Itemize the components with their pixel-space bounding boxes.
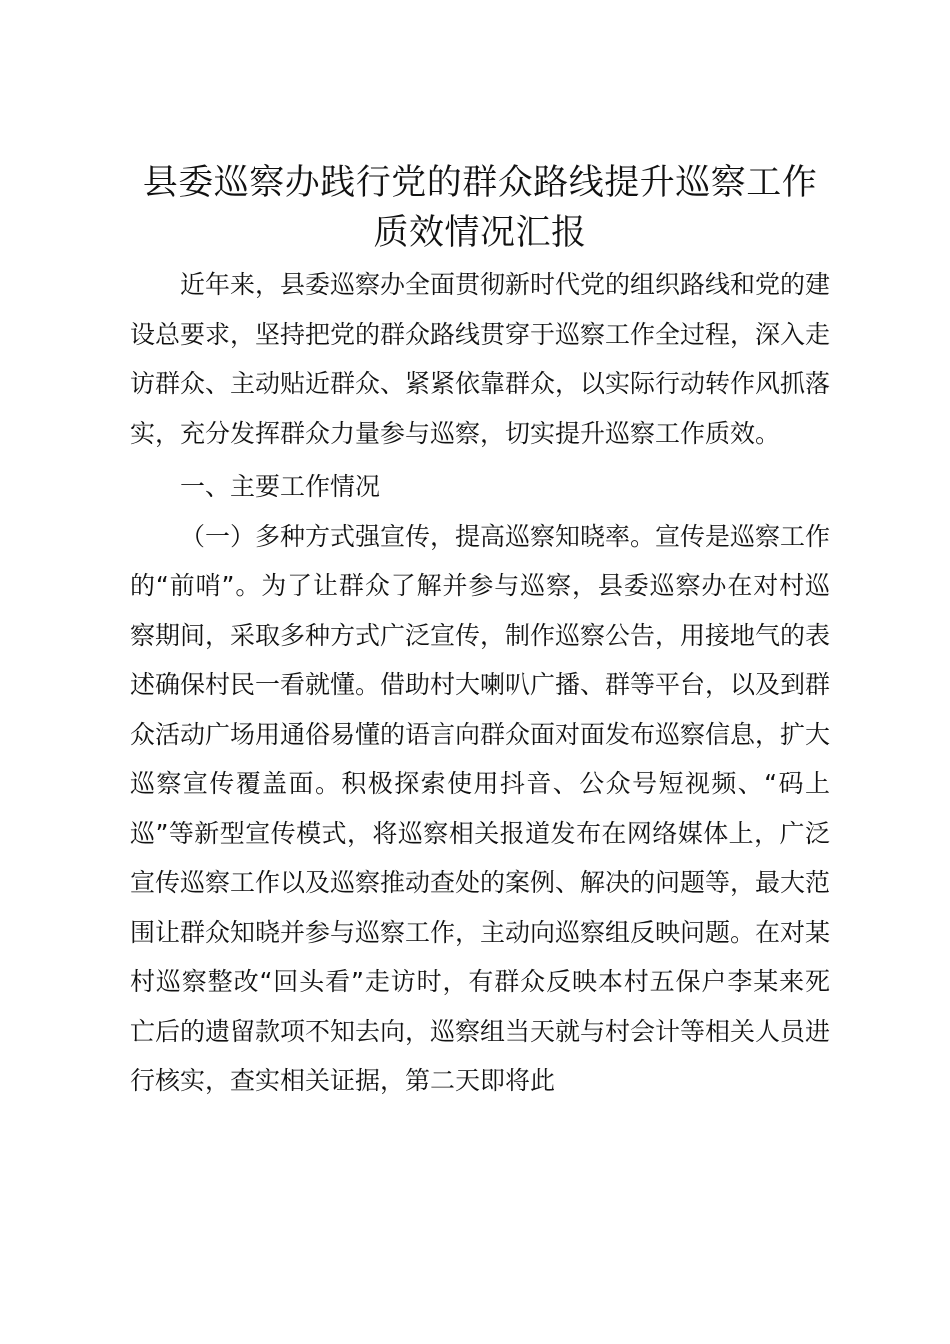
document-body: [130, 158, 830, 1106]
section-paragraph: （一）多种方式强宣传，提高巡察知晓率。宣传是巡察工作的“前哨”。为了让群众了解并参与巡察，县委巡察办在对村巡察期间，采取多种方式广泛宣传，制作巡察公告，用接地气的表述确保村民一看就懂。借助村大喇叭广播、群等平台，以及到群众活动广场用通俗易懂的语言向群众面对面发布巡察信息，扩大巡察宣传覆盖面。积极探索使用抖音、公众号短视频、“码上巡”等新型宣传模式，将巡察相关报道发布在网络媒体上，广泛宣传巡察工作以及巡察推动查处的案例、解决的问题等，最大范围让群众知晓并参与巡察工作，主动向巡察组反映问题。在对某村巡察整改“回头看”走访时，有群众反映本村五保户李某来死亡后的遗留款项不知去向，巡察组当天就与村会计等相关人员进行核实，查实相关证据，第二天即将此: [130, 521, 831, 1095]
document-title: 县委巡察办践行党的群众路线提升巡察工作质效情况汇报: [142, 163, 818, 253]
intro-paragraph: 近年来，县委巡察办全面贯彻新时代党的组织路线和党的建设总要求，坚持把党的群众路线贯穿于巡察工作全过程，深入走访群众、主动贴近群众、紧紧依靠群众，以实际行动转作风抓落实，充分发挥群众力量参与巡察，切实提升巡察工作质效。: [130, 270, 831, 448]
section-heading: 一、主要工作情况: [180, 472, 381, 501]
